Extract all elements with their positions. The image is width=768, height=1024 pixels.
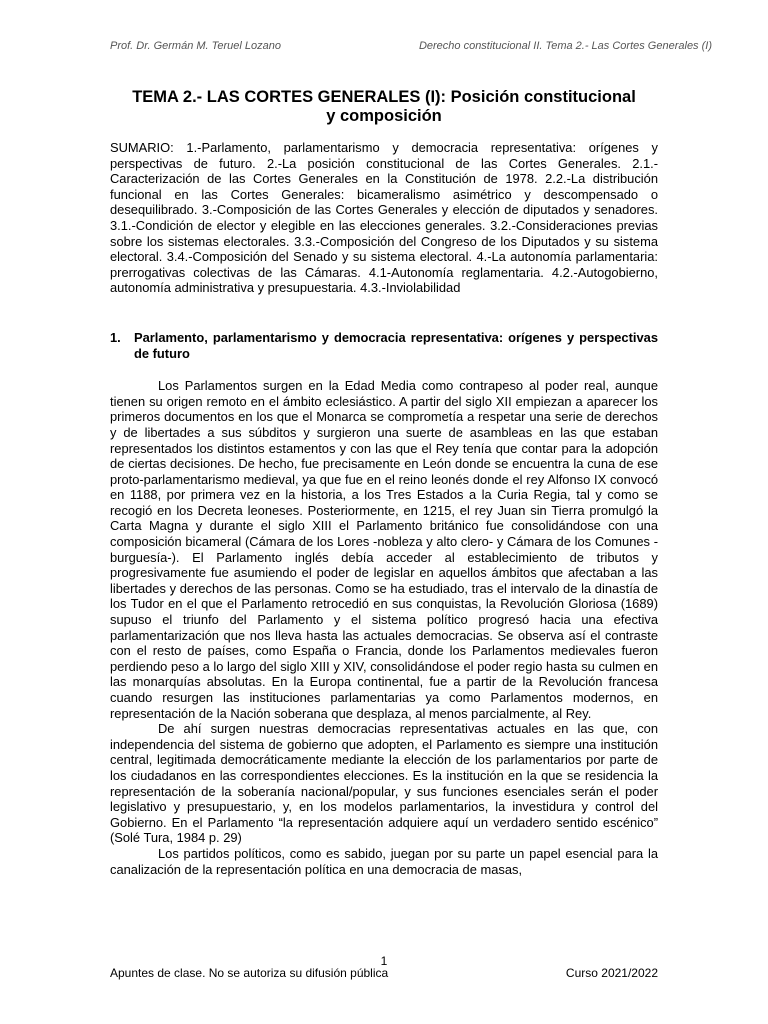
section-heading-text: Parlamento, parlamentarismo y democracia representativa: orígenes y perspectivas de futuro xyxy=(134,329,658,361)
footer-notice: Apuntes de clase. No se autoriza su difusión pública xyxy=(110,966,389,980)
header-author: Prof. Dr. Germán M. Teruel Lozano xyxy=(110,40,281,52)
body-paragraph-3: Los partidos políticos, como es sabido, juegan por su parte un papel esencial para la canalización de la representación política en una democracia de masas, xyxy=(110,845,658,877)
body-paragraph-1: Los Parlamentos surgen en la Edad Media como contrapeso al poder real, aunque tienen su origen remoto en el ámbito eclesiástico. A partir del siglo XII empiezan a aparecer los primeros documentos en los que el Monarca se comprometía a respetar una serie de derechos y de libertades a sus súbditos y surgieron una suerte de asambleas en las que estaban representados los distintos estamentos y con las que el Rey tenía que contar para la adopción de ciertas decisiones. De hecho, fue precisamente en León donde se encuentra la cuna de ese proto-parlamentarismo medieval, ya que fue en el reino leonés donde el rey Alfonso IX convocó en 1188, por primera vez en la historia, a los Tres Estados a la Curia Regia, tal y como se recogió en los Decreta leoneses. Posteriormente, en 1215, el rey Juan sin Tierra promulgó la Carta Magna y durante el siglo XIII el Parlamento británico fue consolidándose con una composición bicameral (Cámara de los Lores -nobleza y alto clero- y Cámara de los Comunes -burguesía-). El Parlamento inglés debía acceder al establecimiento de tributos y progresivamente fue asumiendo el poder de legislar en aquellos ámbitos que afectaban a las libertades y derechos de las personas. Como se ha estudiado, tras el intervalo de la dinastía de los Tudor en el que el Parlamento retrocedió en sus conquistas, la Revolución Gloriosa (1689) supuso el triunfo del Parlamento y el sistema político progresó hacia una efectiva parlamentarización que nos lleva hasta las actuales democracias. Se observa así el contraste con el resto de países, como España o Francia, donde los Parlamentos medievales fueron perdiendo peso a lo largo del siglo XIII y XIV, consolidándose el poder regio hasta su culmen en las monarquías absolutas. En la Europa continental, fue a partir de la Revolución francesa cuando resurgen las instituciones parlamentarias ya como Parlamentos modernos, en representación de la Nación soberana que desplaza, al menos parcialmente, al Rey. xyxy=(110,378,658,721)
section-heading xyxy=(110,330,658,361)
page-content xyxy=(110,88,658,877)
footer-course-year: Curso 2021/2022 xyxy=(565,966,658,980)
header-course-topic: Derecho constitucional II. Tema 2.- Las Cortes Generales (I) xyxy=(418,40,712,52)
section-number: 1. xyxy=(110,329,121,345)
body-paragraph-2: De ahí surgen nuestras democracias representativas actuales en las que, con independencia del sistema de gobierno que adopten, el Parlamento es siempre una institución central, legitimada democráticamente mediante la elección de los parlamentarios por parte de los ciudadanos en las correspondientes elecciones. Es la institución en la que se residencia la representación de la soberanía nacional/popular, y sus funciones esenciales serán el poder legislativo y presupuestario, y, en los modelos parlamentarios, la investidura y control del Gobierno. En el Parlamento “la representación adquiere aquí un verdadero sentido escénico” (Solé Tura, 1984 p. 29) xyxy=(110,721,658,846)
document-title: TEMA 2.- LAS CORTES GENERALES (I): Posición constitucional y composición xyxy=(132,88,636,125)
page-footer xyxy=(110,966,658,982)
page-number: 1 xyxy=(380,954,388,968)
page-header xyxy=(110,40,712,56)
summary-paragraph: SUMARIO: 1.-Parlamento, parlamentarismo y democracia representativa: orígenes y perspectivas de futuro. 2.-La posición constitucional de las Cortes Generales. 2.1.-Caracterización de las Cortes Generales en la Constitución de 1978. 2.2.-La distribución funcional en las Cortes Generales: bicameralismo asimétrico y descompensado o desequilibrado. 3.-Composición de las Cortes Generales y elección de diputados y senadores. 3.1.-Condición de elector y elegible en las elecciones generales. 3.2.-Consideraciones previas sobre los sistemas electorales. 3.3.-Composición del Congreso de los Diputados y su sistema electoral. 3.4.-Composición del Senado y su sistema electoral. 4.-La autonomía parlamentaria: prerrogativas colectivas de las Cámaras. 4.1-Autonomía reglamentaria. 4.2.-Autogobierno, autonomía administrativa y presupuestaria. 4.3.-Inviolabilidad xyxy=(110,140,658,296)
